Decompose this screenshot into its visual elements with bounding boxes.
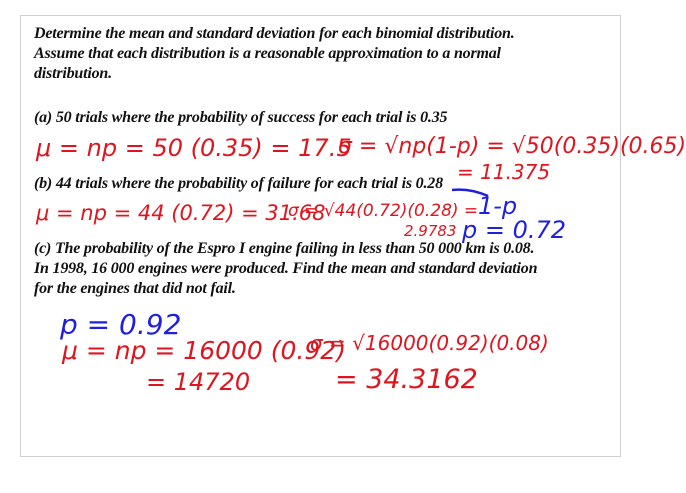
c-mean-result: = 14720 [146, 368, 251, 396]
part-c-line-3: for the engines that did not fail. [34, 280, 236, 297]
intro-line-2: Assume that each distribution is a reasonable approximation to a normal [34, 45, 501, 62]
b-p-value: p = 0.72 [462, 216, 567, 244]
b-sigma-result: 2.9783 [404, 222, 457, 240]
b-mean-work: μ = np = 44 (0.72) = 31.68 [36, 201, 326, 225]
a-sigma-work: σ = √np(1-p) = √50(0.35)(0.65) [338, 134, 686, 159]
c-sigma-work: σ = √16000(0.92)(0.08) [310, 331, 549, 355]
c-p-value: p = 0.92 [60, 308, 182, 341]
intro-line-3: distribution. [34, 65, 112, 82]
a-sigma-result: = 11.375 [457, 160, 551, 184]
part-a-question: (a) 50 trials where the probability of success for each trial is 0.35 [34, 109, 448, 126]
c-sigma-result: = 34.3162 [335, 364, 478, 395]
b-one-minus-p: 1-p [478, 192, 518, 220]
part-b-question: (b) 44 trials where the probability of failure for each trial is 0.28 [34, 175, 443, 192]
part-c-line-1: (c) The probability of the Espro I engine failing in less than 50 000 km is 0.08. [34, 240, 535, 257]
b-underline-stroke [452, 190, 488, 196]
b-sigma-work: σ = √44(0.72)(0.28) = [288, 201, 479, 221]
intro-line-1: Determine the mean and standard deviation for each binomial distribution. [34, 25, 515, 42]
a-mean-work: μ = np = 50 (0.35) = 17.5 [36, 134, 352, 162]
c-mean-work: μ = np = 16000 (0.92) [62, 336, 346, 365]
part-c-line-2: In 1998, 16 000 engines were produced. Find the mean and standard deviation [34, 260, 538, 277]
